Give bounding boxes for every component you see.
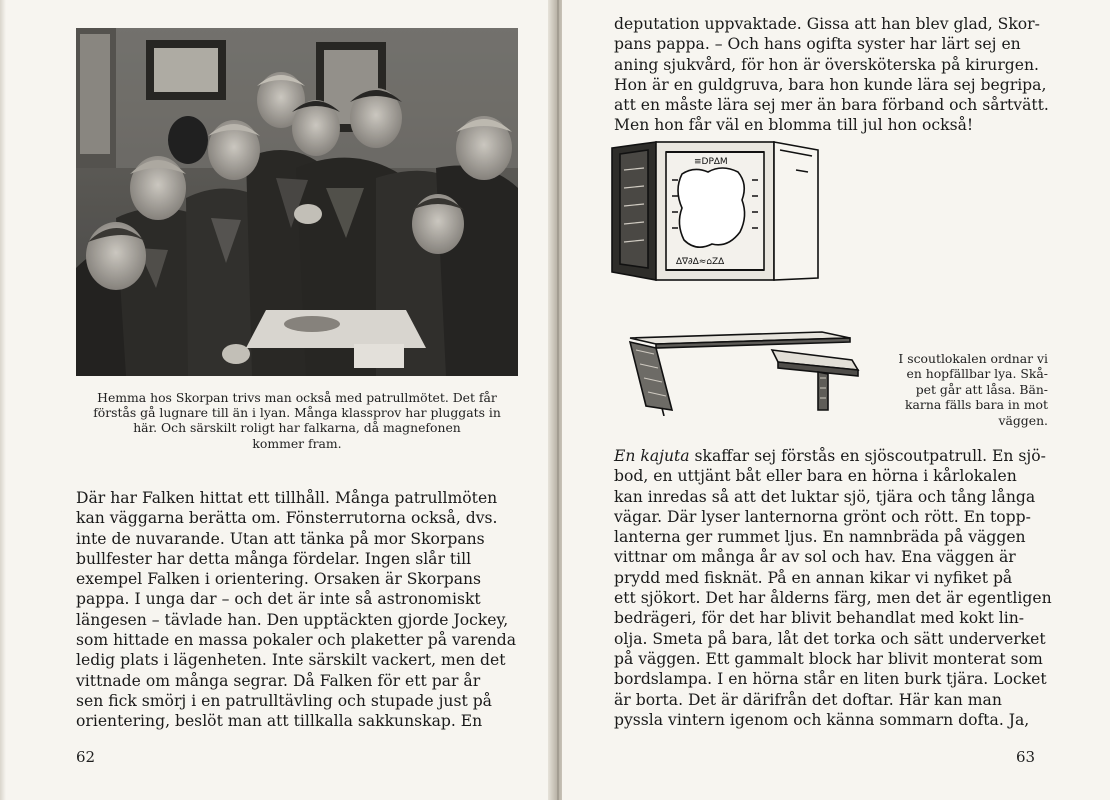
page-number-left: 62 (76, 748, 96, 766)
text-line: sen fick smörj i en patrulltävling och stupade just på (76, 691, 492, 710)
text-line: olja. Smeta på bara, låt det torka och sätt underverket (614, 629, 1046, 648)
illustration-caption-line: en hopfällbar lya. Skå- (906, 366, 1048, 382)
right-body-text (614, 446, 1054, 730)
illustration-caption-line: I scoutlokalen ordnar vi (898, 351, 1048, 366)
cabinet-drawing (608, 140, 824, 290)
text-line: inte de nuvarande. Utan att tänka på mor Skorpans (76, 529, 485, 548)
text-line: bullfester har detta många fördelar. Ingen slår till (76, 549, 472, 568)
photo-caption-line: kommer fram. (252, 435, 342, 451)
text-line: är borta. Det är därifrån det doftar. Här kan man (614, 690, 1002, 709)
photo-image (76, 28, 518, 376)
text-line: lanterna ger rummet ljus. En namnbräda på väggen (614, 528, 1026, 547)
photo-caption-line: här. Och särskilt roligt har falkarna, då magnefonen (133, 420, 461, 436)
text-line-rest: skaffar sej förstås en sjöscoutpatrull. En sjö- (689, 447, 1046, 465)
folding-cabinet-illustration (608, 140, 824, 290)
text-line: ledig plats i lägenheten. Inte särskilt vackert, men det (76, 651, 506, 670)
text-line: vittnade om många segrar. Då Falken för ett par år (76, 671, 481, 690)
text-line: deputation uppvaktade. Gissa att han blev glad, Skor- (614, 15, 1040, 33)
text-line: vittnar om många år av sol och hav. Ena väggen är (614, 548, 1016, 567)
page-number-right: 63 (1016, 748, 1036, 766)
text-line: Men hon får väl en blomma till jul hon också! (614, 116, 974, 135)
text-line: bordslampa. I en hörna står en liten burk tjära. Locket (614, 670, 1047, 689)
bench-drawing (622, 328, 866, 416)
text-line: att en måste lära sej mer än bara förband och sårtvätt. (614, 96, 1049, 115)
photo-caption-line: Hemma hos Skorpan trivs man också med patrullmötet. Det får (97, 390, 497, 405)
text-line: vägar. Där lyser lanternorna grönt och rött. En topp- (614, 507, 1031, 526)
text-line: Hon är en guldgruva, bara hon kunde lära sej begripa, (614, 75, 1047, 94)
text-line: aning sjukvård, för hon är översköterska på kirurgen. (614, 55, 1040, 74)
text-line: orientering, beslöt man att tillkalla sakkunskap. En (76, 712, 483, 731)
page-edge-shadow (0, 0, 6, 800)
text-line: på väggen. Ett gammalt block har blivit monterat som (614, 649, 1043, 668)
text-line: prydd med fisknät. På en annan kikar vi nyfiket på (614, 568, 1013, 587)
text-line: pans pappa. – Och hans ogifta syster har lärt sej en (614, 35, 1021, 54)
text-line: exempel Falken i orientering. Orsaken är Skorpans (76, 570, 482, 589)
text-line: som hittade en massa pokaler och plaketter på varenda (76, 631, 517, 650)
illustration-caption-line: väggen. (998, 412, 1048, 428)
scout-patrol-photo (76, 28, 518, 376)
illustration-caption (876, 351, 1048, 428)
text-line: pyssla vintern igenom och känna sommarn dofta. Ja, (614, 710, 1030, 729)
text-line: Där har Falken hittat ett tillhåll. Många patrullmöten (76, 489, 498, 507)
text-line (614, 446, 1054, 466)
photo-caption (76, 390, 518, 451)
text-line: kan väggarna berätta om. Fönsterrutorna också, dvs. (76, 509, 498, 528)
text-line: ett sjökort. Det har ålderns färg, men det är egentligen (614, 589, 1052, 608)
left-body-text (76, 488, 521, 732)
text-line: pappa. I unga dar – och det är inte så astronomiskt (76, 590, 481, 609)
illustration-caption-line: karna fälls bara in mot (905, 397, 1048, 413)
italic-lead: En kajuta (614, 447, 690, 465)
text-line: längesen – tävlade han. Den upptäckten gjorde Jockey, (76, 610, 509, 629)
right-top-text (614, 14, 1054, 136)
text-line: kan inredas så att det luktar sjö, tjära och tång långa (614, 487, 1036, 506)
text-line: bedrägeri, för det har blivit behandlat med kokt lin- (614, 609, 1025, 628)
photo-caption-line: förstås gå lugnare till än i lyan. Många klassprov har pluggats in (93, 405, 501, 421)
text-line: bod, en uttjänt båt eller bara en hörna i kårlokalen (614, 467, 1017, 486)
illustration-caption-line: pet går att låsa. Bän- (915, 381, 1048, 397)
folding-bench-illustration (622, 328, 866, 416)
cabinet-sign-bottom: ∆∇∂∆≈⌂Z∆ (676, 257, 725, 267)
cabinet-sign-top: ≡DP∆M (694, 157, 728, 167)
